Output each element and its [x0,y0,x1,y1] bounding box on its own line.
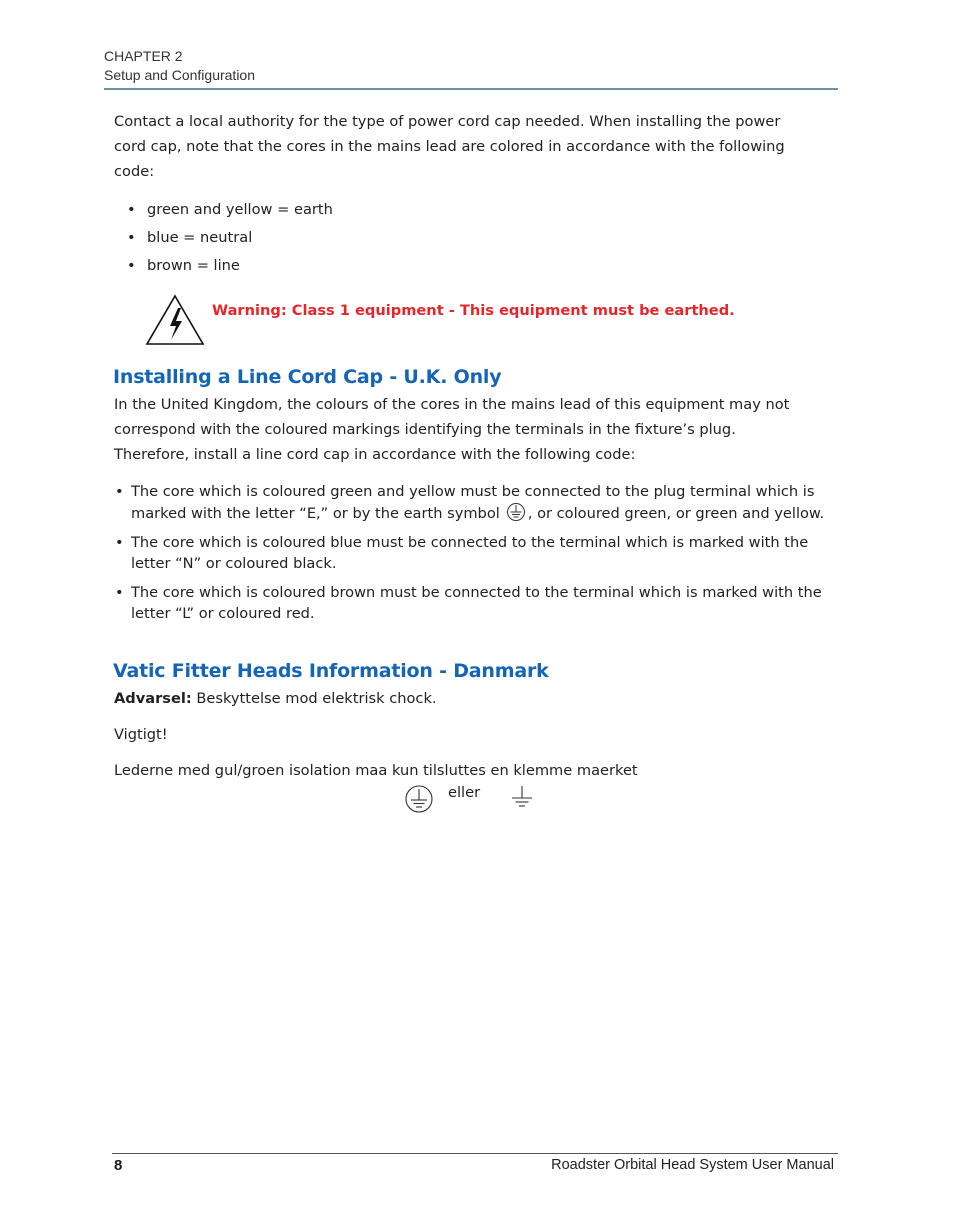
uk-line-1: In the United Kingdom, the colours of the cores in the mains lead of this equipment may not [114,396,790,413]
lederne-text: Lederne med gul/groen isolation maa kun tilsluttes en klemme maerket [114,762,638,779]
vigtigt-text: Vigtigt! [114,726,168,743]
uk-bullet-list [113,481,838,632]
list-item: • The core which is coloured blue must be connected to the terminal which is marked with the letter “N” or coloured black. [113,532,838,574]
earth-symbol-icon [506,502,526,522]
warning-text: Warning: Class 1 equipment - This equipment must be earthed. [212,302,735,319]
list-item: • The core which is coloured brown must be connected to the terminal which is marked with the letter “L” or coloured red. [113,582,838,624]
footer-rule [112,1153,838,1154]
color-code-list [127,196,333,280]
list-item: • green and yellow = earth [127,196,333,224]
page-header [104,47,838,90]
protective-earth-icon [404,784,434,814]
advarsel-line [114,686,437,711]
dk-heading: Vatic Fitter Heads Information - Danmark [113,660,549,682]
list-item: • brown = line [127,252,333,280]
intro-line-2: cord cap, note that the cores in the mains lead are colored in accordance with the following [114,138,785,155]
list-item [113,481,838,524]
electric-shock-warning-icon [145,294,205,346]
intro-line-3: code: [114,163,155,180]
list-item: • blue = neutral [127,224,333,252]
uk-heading: Installing a Line Cord Cap - U.K. Only [113,366,502,388]
section-label: Setup and Configuration [104,67,255,83]
chapter-label: CHAPTER 2 [104,48,183,64]
intro-line-1: Contact a local authority for the type of power cord cap needed. When installing the power [114,113,781,130]
advarsel-text: Beskyttelse mod elektrisk chock. [191,690,437,707]
uk-bullet-1-a: The core which is coloured green and yellow must be connected to the plug terminal which is marked with the letter “E,” or by the earth symbol [131,483,815,522]
advarsel-label: Advarsel: [114,690,192,707]
eller-text: eller [448,784,481,801]
uk-line-2: correspond with the coloured markings identifying the terminals in the fixture’s plug. [114,421,736,438]
manual-title: Roadster Orbital Head System User Manual [551,1157,834,1173]
uk-bullet-1-b: , or coloured green, or green and yellow. [527,505,825,522]
page-number: 8 [114,1157,123,1174]
ground-icon [508,785,536,809]
uk-line-3: Therefore, install a line cord cap in accordance with the following code: [114,446,636,463]
